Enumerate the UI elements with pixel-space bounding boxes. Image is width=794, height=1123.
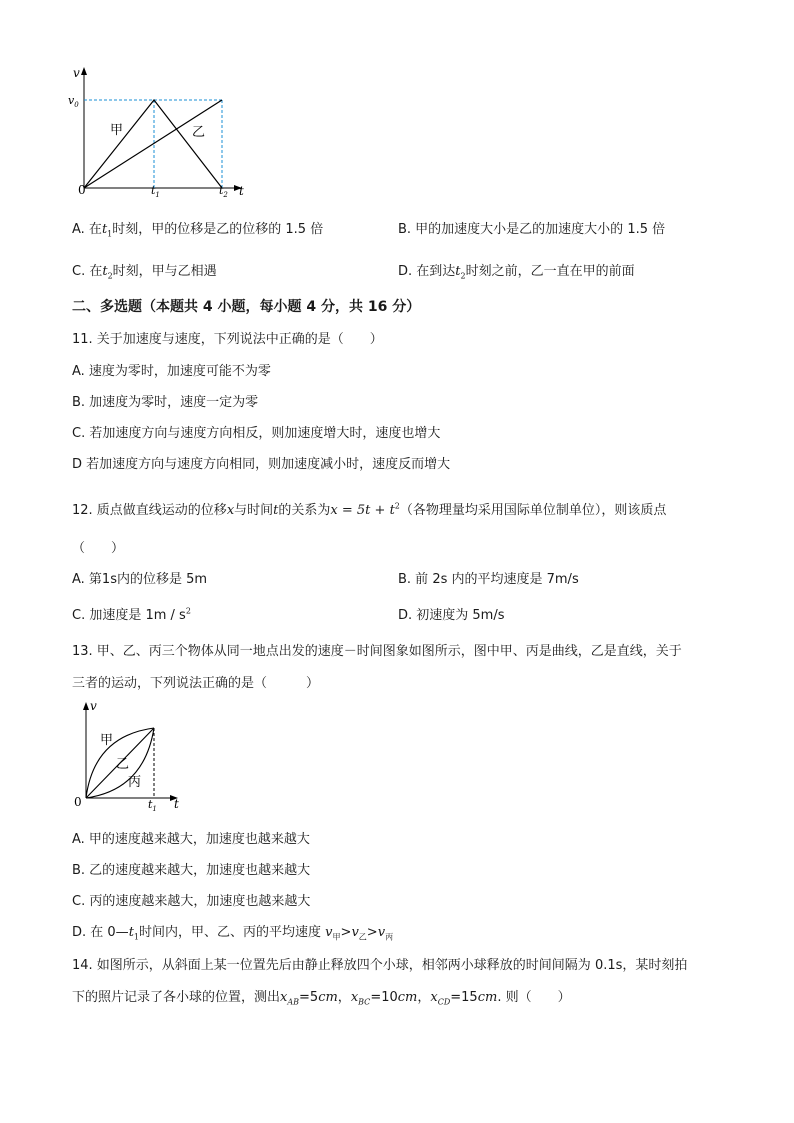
q14-x-ab-sub: AB bbox=[287, 997, 300, 1007]
q14-x-cd-sub: CD bbox=[437, 997, 451, 1007]
q11-stem: 11. 关于加速度与速度，下列说法中正确的是（ ） bbox=[72, 332, 383, 347]
q13-gt-2: > bbox=[366, 925, 378, 940]
velocity-time-graph-1 bbox=[60, 62, 260, 202]
q13-v-jia: v bbox=[325, 925, 333, 940]
q14-x-ab-unit: cm bbox=[318, 990, 338, 1005]
q13-option-d[interactable] bbox=[72, 921, 393, 943]
q14-stem-post: . 则（ ） bbox=[497, 990, 571, 1005]
q10-option-a-pre: A. 在 bbox=[72, 222, 102, 237]
q10-option-a[interactable] bbox=[72, 218, 323, 239]
q10-option-d[interactable] bbox=[398, 260, 635, 281]
q14-stem-pre: 下的照片记录了各小球的位置，测出 bbox=[72, 990, 281, 1005]
axis-v-label: v bbox=[73, 66, 80, 80]
origin-label: 0 bbox=[78, 183, 86, 197]
q12-option-a[interactable]: A. 第1s内的位移是 5m bbox=[72, 572, 208, 587]
q12-option-b[interactable]: B. 前 2s 内的平均速度是 7m/s bbox=[398, 572, 579, 587]
label-jia: 甲 bbox=[100, 733, 114, 748]
q11-option-c[interactable]: C. 若加速度方向与速度方向相反，则加速度增大时，速度也增大 bbox=[72, 426, 441, 441]
t2-label: $t_2$ bbox=[219, 184, 228, 199]
q13-v-bing: v bbox=[377, 925, 386, 940]
q10-option-d-post: 时刻之前，乙一直在甲的前面 bbox=[465, 264, 635, 279]
q10-option-d-pre: D. 在到达 bbox=[398, 264, 456, 279]
q13-v-bing-sub: 丙 bbox=[385, 932, 394, 942]
axis-t-label: t bbox=[239, 184, 244, 198]
q12-var-t: t bbox=[273, 503, 279, 518]
q10-option-c-sub: 2 bbox=[107, 271, 113, 281]
q14-stem-line2 bbox=[72, 986, 571, 1007]
velocity-time-graph-2 bbox=[68, 696, 198, 820]
label-jia: 甲 bbox=[110, 123, 124, 138]
origin-label: 0 bbox=[74, 795, 82, 809]
q12-option-c-pre: C. 加速度是 1m / s bbox=[72, 608, 186, 623]
q10-option-c-t: t bbox=[102, 264, 108, 279]
q12-stem-post: （各物理量均采用国际单位制单位），则该质点 bbox=[399, 503, 667, 518]
q12-var-x: x bbox=[226, 503, 235, 518]
q14-x-bc-val: =10 bbox=[370, 990, 398, 1005]
label-yi: 乙 bbox=[116, 757, 130, 772]
q12-formula: x = 5t + t bbox=[330, 503, 395, 518]
q10-option-c[interactable] bbox=[72, 260, 217, 281]
q12-stem-mid1: 与时间 bbox=[234, 503, 274, 518]
q10-option-b[interactable]: B. 甲的加速度大小是乙的加速度大小的 1.5 倍 bbox=[398, 222, 666, 237]
q14-x-cd-unit: cm bbox=[477, 990, 498, 1005]
q14-x-bc-sub: BC bbox=[358, 997, 371, 1007]
q11-option-b[interactable]: B. 加速度为零时，速度一定为零 bbox=[72, 395, 259, 410]
q12-option-c[interactable] bbox=[72, 604, 191, 623]
q13-option-d-sub: 1 bbox=[133, 932, 140, 942]
q12-paren: （ ） bbox=[72, 541, 125, 556]
q12-option-d[interactable]: D. 初速度为 5m/s bbox=[398, 608, 505, 623]
q13-option-c[interactable]: C. 丙的速度越来越大，加速度也越来越大 bbox=[72, 894, 311, 909]
q10-option-d-sub: 2 bbox=[460, 271, 466, 281]
v-axis-arrow bbox=[81, 67, 87, 75]
q11-option-a[interactable]: A. 速度为零时，加速度可能不为零 bbox=[72, 364, 271, 379]
section-heading: 二、多选题（本题共 4 小题，每小题 4 分，共 16 分） bbox=[72, 299, 421, 315]
q13-gt-1: > bbox=[340, 925, 352, 940]
q10-option-a-t: t bbox=[101, 222, 108, 237]
q12-stem-pre: 12. 质点做直线运动的位移 bbox=[72, 503, 227, 518]
q12-stem-mid2: 的关系为 bbox=[278, 503, 331, 518]
q14-x-ab: x bbox=[280, 990, 288, 1005]
q12-formula-sup: 2 bbox=[394, 501, 400, 511]
q14-x-cd-val: =15 bbox=[450, 990, 478, 1005]
q13-option-d-mid: 时间内，甲、乙、丙的平均速度 bbox=[139, 925, 322, 940]
q10-option-c-pre: C. 在 bbox=[72, 264, 103, 279]
q10-option-a-sub: 1 bbox=[107, 229, 113, 239]
q10-option-c-post: 时刻，甲与乙相遇 bbox=[112, 264, 217, 279]
q14-x-bc-unit: cm bbox=[397, 990, 418, 1005]
q13-v-yi-sub: 乙 bbox=[358, 932, 367, 942]
q14-sep-2: ， bbox=[417, 990, 431, 1005]
q13-v-jia-sub: 甲 bbox=[332, 932, 341, 942]
q13-option-d-t: t bbox=[128, 925, 134, 940]
q14-x-cd: x bbox=[430, 990, 438, 1005]
t1-label: $t_1$ bbox=[151, 184, 160, 199]
q10-option-a-post: 时刻，甲的位移是乙的位移的 1.5 倍 bbox=[112, 222, 324, 237]
q13-option-b[interactable]: B. 乙的速度越来越大，加速度也越来越大 bbox=[72, 863, 311, 878]
v0-label: $v_0$ bbox=[68, 94, 79, 109]
v-axis-arrow bbox=[83, 702, 89, 710]
q12-option-c-sup: 2 bbox=[185, 606, 191, 616]
q14-x-ab-val: =5 bbox=[299, 990, 319, 1005]
axis-t-label: t bbox=[174, 797, 179, 811]
q11-option-d[interactable]: D 若加速度方向与速度方向相同，则加速度减小时，速度反而增大 bbox=[72, 457, 451, 472]
q14-stem-line1: 14. 如图所示，从斜面上某一位置先后由静止释放四个小球，相邻两小球释放的时间间隔为 0.1s，某时刻拍 bbox=[72, 958, 688, 973]
line-yi bbox=[84, 100, 222, 188]
q12-stem bbox=[72, 499, 666, 518]
q13-option-d-pre: D. 在 0— bbox=[72, 925, 129, 940]
q13-stem-line1: 13. 甲、乙、丙三个物体从同一地点出发的速度－时间图象如图所示，图中甲、丙是曲线，乙是直线，关于 bbox=[72, 644, 682, 659]
t1-label: $t_1$ bbox=[148, 798, 157, 813]
q14-x-bc: x bbox=[350, 990, 359, 1005]
q13-stem-line2: 三者的运动，下列说法正确的是（ ） bbox=[72, 676, 320, 691]
q13-option-a[interactable]: A. 甲的速度越来越大，加速度也越来越大 bbox=[72, 832, 310, 847]
q10-option-d-t: t bbox=[455, 264, 461, 279]
label-yi: 乙 bbox=[192, 125, 206, 140]
label-bing: 丙 bbox=[128, 775, 142, 790]
q13-v-yi: v bbox=[351, 925, 359, 940]
axis-v-label: v bbox=[90, 699, 97, 713]
q14-sep-1: ， bbox=[337, 990, 351, 1005]
